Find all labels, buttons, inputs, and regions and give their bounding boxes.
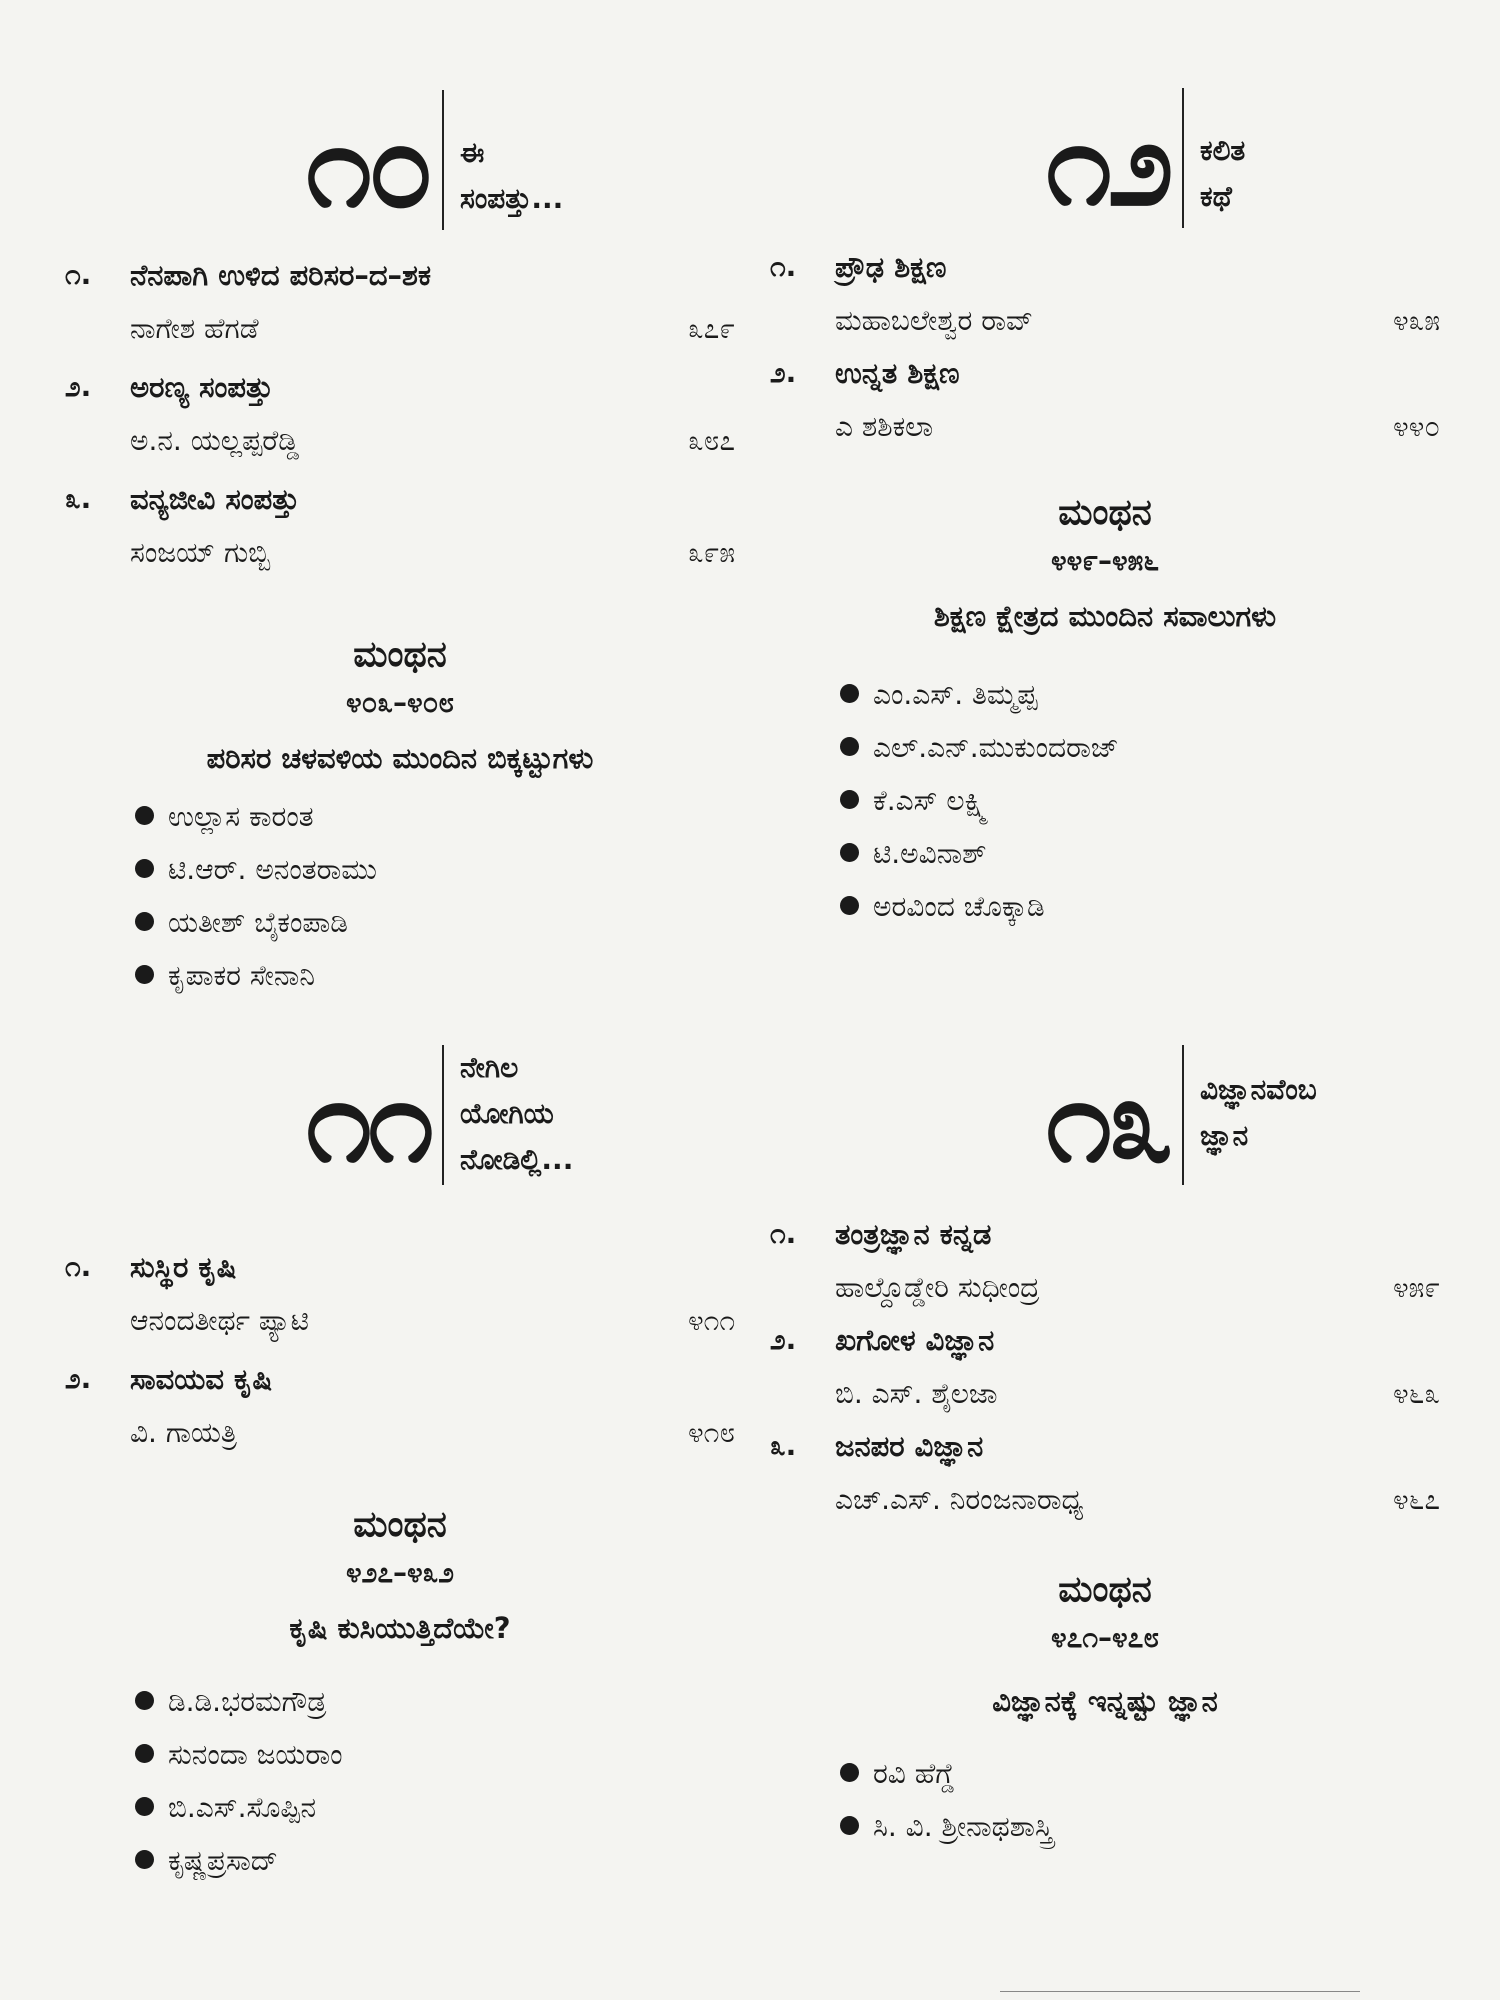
participant-item — [840, 774, 1119, 827]
manthana-label: ಮಂಥನ — [1058, 492, 1152, 533]
participant-name: ಉಲ್ಲಾಸ ಕಾರಂತ — [168, 800, 314, 833]
participant-item — [135, 896, 377, 949]
bullet-icon — [840, 1816, 859, 1835]
participant-name: ಬಿ.ಎಸ್.ಸೊಪ್ಪಿನ — [168, 1791, 317, 1824]
bullet-icon — [135, 859, 154, 878]
section-title — [1200, 128, 1440, 220]
bullet-icon — [135, 1850, 154, 1869]
bullet-icon — [135, 1691, 154, 1710]
section-number: ೧೦ — [305, 96, 430, 234]
article-page-number: ೪೫೯ — [1392, 1271, 1440, 1304]
participant-name: ಯತೀಶ್ ಬೈಕಂಪಾಡಿ — [168, 906, 348, 939]
manthana-page-range: ೪೦೩–೪೦೮ — [345, 686, 455, 719]
participant-item — [840, 1747, 1053, 1800]
participant-list — [135, 790, 377, 1002]
participant-name: ಕೃಪಾಕರ ಸೇನಾನಿ — [168, 959, 315, 992]
section-title — [1200, 1067, 1440, 1159]
article-number: ೧. — [65, 258, 92, 291]
participant-name: ಕೆ.ಎಸ್ ಲಕ್ಷ್ಮಿ — [873, 784, 989, 817]
manthana-topic: ಶಿಕ್ಷಣ ಕ್ಷೇತ್ರದ ಮುಂದಿನ ಸವಾಲುಗಳು — [933, 599, 1277, 633]
article-page-number: ೪೪೦ — [1392, 410, 1440, 443]
participant-name: ರವಿ ಹೆಗ್ಡೆ — [873, 1757, 955, 1790]
article-number: ೨. — [770, 356, 797, 389]
section-title-line: ಈ — [460, 136, 485, 169]
participant-name: ಟಿ.ಅವಿನಾಶ್ — [873, 837, 987, 870]
section-number: ೧೧ — [305, 1051, 430, 1189]
bullet-icon — [840, 684, 859, 703]
section-number: ೧೨ — [1045, 94, 1170, 232]
footer-rule — [1000, 1991, 1360, 1992]
section-title — [460, 1045, 700, 1183]
manthana-page-range: ೪೪೯–೪೫೬ — [1050, 544, 1160, 577]
manthana-page-range: ೪೨೭–೪೩೨ — [345, 1556, 455, 1589]
section-title-line: ವಿಜ್ಞಾನವೆಂಬ — [1200, 1073, 1317, 1106]
manthana-block — [65, 1500, 735, 1650]
participant-name: ಎಲ್.ಎನ್.ಮುಕುಂದರಾಜ್ — [873, 731, 1119, 764]
article-page-number: ೪೬೭ — [1392, 1483, 1440, 1516]
manthana-block — [770, 1565, 1440, 1723]
article-number: ೧. — [770, 1217, 797, 1250]
article-title: ವನ್ಯಜೀವಿ ಸಂಪತ್ತು — [130, 482, 300, 516]
article-author: ಅ.ನ. ಯಲ್ಲಪ್ಪರೆಡ್ಡಿ — [130, 424, 300, 457]
participant-item — [135, 790, 377, 843]
article-title: ಅರಣ್ಯ ಸಂಪತ್ತು — [130, 370, 274, 404]
participant-item — [840, 721, 1119, 774]
article-title: ನೆನಪಾಗಿ ಉಳಿದ ಪರಿಸರ–ದ–ಶಕ — [130, 258, 431, 292]
bullet-icon — [135, 912, 154, 931]
participant-name: ಕೃಷ್ಣಪ್ರಸಾದ್ — [168, 1844, 278, 1877]
manthana-page-range: ೪೭೧–೪೭೮ — [1050, 1621, 1160, 1654]
participant-item — [135, 1834, 343, 1887]
article-page-number: ೩೭೯ — [687, 312, 735, 345]
article-title: ಪ್ರೌಢ ಶಿಕ್ಷಣ — [835, 250, 947, 284]
section-title-line: ನೋಡಿಲ್ಲಿ... — [460, 1143, 574, 1176]
section-title-line: ಕಥೆ — [1200, 180, 1232, 213]
section-divider — [442, 90, 444, 230]
bullet-icon — [840, 843, 859, 862]
article-number: ೨. — [65, 370, 92, 403]
section-divider — [442, 1045, 444, 1185]
participant-item — [840, 668, 1119, 721]
article-page-number: ೩೯೫ — [687, 536, 735, 569]
article-author: ಹಾಲ್ದೊಡ್ಡೇರಿ ಸುಧೀಂದ್ರ — [835, 1271, 1040, 1304]
article-number: ೩. — [65, 482, 92, 515]
article-number: ೧. — [770, 250, 797, 283]
article-author: ವಿ. ಗಾಯತ್ರಿ — [130, 1416, 237, 1449]
section-title-line: ಕಲಿತ — [1200, 134, 1246, 167]
participant-item — [135, 843, 377, 896]
article-title: ಖಗೋಳ ವಿಜ್ಞಾನ — [835, 1323, 995, 1357]
article-title: ಜನಪರ ವಿಜ್ಞಾನ — [835, 1429, 984, 1463]
manthana-topic: ಪರಿಸರ ಚಳವಳಿಯ ಮುಂದಿನ ಬಿಕ್ಕಟ್ಟುಗಳು — [206, 741, 594, 775]
participant-item — [135, 1675, 343, 1728]
section-title — [460, 130, 700, 222]
section-number: ೧೩ — [1045, 1051, 1170, 1189]
article-number: ೨. — [770, 1323, 797, 1356]
bullet-icon — [135, 1744, 154, 1763]
participant-name: ಟಿ.ಆರ್. ಅನಂತರಾಮು — [168, 853, 377, 886]
article-title: ಸಾವಯವ ಕೃಷಿ — [130, 1362, 273, 1396]
article-title: ಉನ್ನತ ಶಿಕ್ಷಣ — [835, 356, 960, 390]
article-page-number: ೪೧೮ — [687, 1416, 735, 1449]
article-author: ಮಹಾಬಲೇಶ್ವರ ರಾವ್ — [835, 304, 1034, 337]
bullet-icon — [135, 1797, 154, 1816]
participant-item — [135, 1728, 343, 1781]
article-author: ಸಂಜಯ್ ಗುಬ್ಬಿ — [130, 536, 271, 569]
manthana-topic: ಕೃಷಿ ಕುಸಿಯುತ್ತಿದೆಯೇ? — [289, 1611, 511, 1645]
article-title: ತಂತ್ರಜ್ಞಾನ ಕನ್ನಡ — [835, 1217, 992, 1251]
bullet-icon — [840, 1763, 859, 1782]
participant-name: ಸುನಂದಾ ಜಯರಾಂ — [168, 1738, 343, 1771]
bullet-icon — [135, 965, 154, 984]
article-title: ಸುಸ್ಥಿರ ಕೃಷಿ — [130, 1250, 237, 1284]
manthana-topic: ವಿಜ್ಞಾನಕ್ಕೆ ಇನ್ನಷ್ಟು ಜ್ಞಾನ — [992, 1684, 1218, 1718]
manthana-block — [770, 488, 1440, 638]
participant-list — [135, 1675, 343, 1887]
section-divider — [1182, 1045, 1184, 1185]
participant-name: ಎಂ.ಎಸ್. ತಿಮ್ಮಪ್ಪ — [873, 678, 1038, 711]
article-author: ಎ ಶಶಿಕಲಾ — [835, 410, 934, 443]
article-page-number: ೪೧೧ — [687, 1304, 735, 1337]
article-author: ಎಚ್.ಎಸ್. ನಿರಂಜನಾರಾಧ್ಯ — [835, 1483, 1084, 1516]
participant-name: ಡಿ.ಡಿ.ಭರಮಗೌಡ್ರ — [168, 1685, 327, 1718]
manthana-label: ಮಂಥನ — [353, 1504, 447, 1545]
section-title-line: ನೇಗಿಲ — [460, 1051, 519, 1084]
participant-item — [135, 949, 377, 1002]
article-page-number: ೪೩೫ — [1392, 304, 1440, 337]
participant-item — [135, 1781, 343, 1834]
article-author: ಆನಂದತೀರ್ಥ ಪ್ಯಾಟಿ — [130, 1304, 309, 1337]
participant-name: ಸಿ. ವಿ. ಶ್ರೀನಾಥಶಾಸ್ತ್ರಿ — [873, 1810, 1054, 1843]
article-author: ನಾಗೇಶ ಹೆಗಡೆ — [130, 312, 259, 345]
manthana-label: ಮಂಥನ — [1058, 1569, 1152, 1610]
article-page-number: ೪೬೩ — [1392, 1377, 1440, 1410]
bullet-icon — [135, 806, 154, 825]
article-number: ೩. — [770, 1429, 797, 1462]
participant-item — [840, 1800, 1053, 1853]
bullet-icon — [840, 737, 859, 756]
section-title-line: ಸಂಪತ್ತು... — [460, 182, 564, 215]
bullet-icon — [840, 790, 859, 809]
participant-list — [840, 668, 1119, 933]
article-number: ೧. — [65, 1250, 92, 1283]
participant-item — [840, 827, 1119, 880]
participant-item — [840, 880, 1119, 933]
article-number: ೨. — [65, 1362, 92, 1395]
bullet-icon — [840, 896, 859, 915]
article-page-number: ೩೮೭ — [687, 424, 735, 457]
section-divider — [1182, 88, 1184, 228]
participant-name: ಅರವಿಂದ ಚೊಕ್ಕಾಡಿ — [873, 890, 1045, 923]
manthana-label: ಮಂಥನ — [353, 634, 447, 675]
manthana-block — [65, 630, 735, 780]
section-title-line: ಜ್ಞಾನ — [1200, 1119, 1249, 1152]
section-title-line: ಯೋಗಿಯ — [460, 1097, 554, 1130]
participant-list — [840, 1747, 1053, 1853]
article-author: ಬಿ. ಎಸ್. ಶೈಲಜಾ — [835, 1377, 998, 1410]
